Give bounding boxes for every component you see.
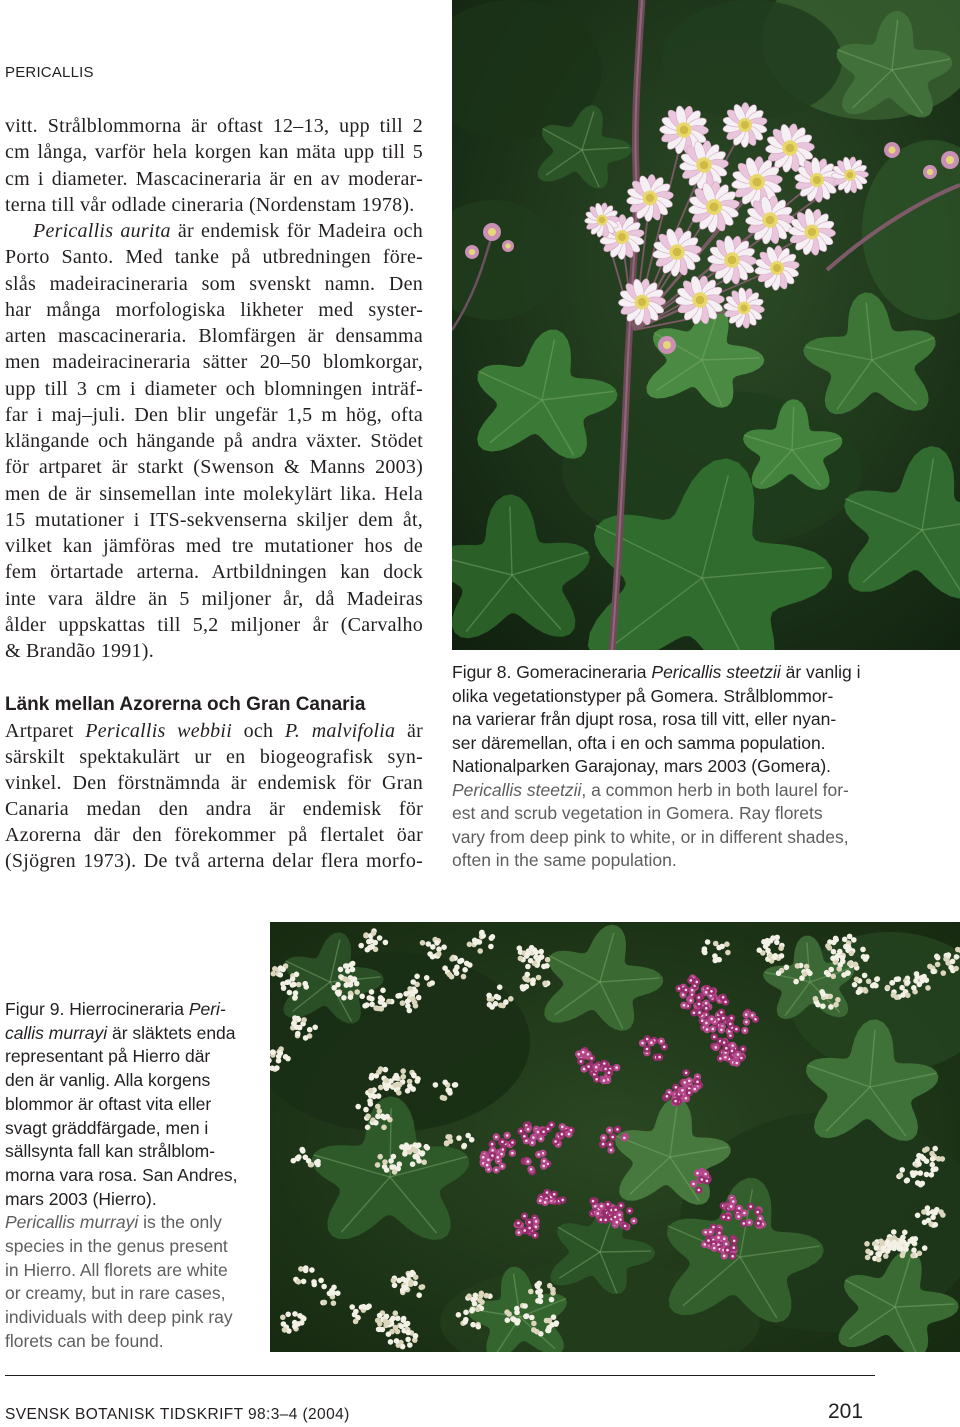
text-line: or creamy, but in rare cases, bbox=[5, 1283, 226, 1304]
text-line: ålder uppskattas till 5,2 miljoner år (Carvalho bbox=[5, 613, 423, 636]
text-line: Porto Santo. Med tanke på utbredningen före- bbox=[5, 246, 423, 269]
text-line: upp till 3 cm i diameter och blomningen inträf- bbox=[5, 377, 423, 400]
text-line bbox=[5, 718, 423, 744]
text-line: svagt gräddfärgade, men i bbox=[5, 1117, 209, 1138]
text-line: sällsynta fall kan strålblom- bbox=[5, 1141, 216, 1162]
footer-rule bbox=[5, 1375, 875, 1376]
text-line: vary from deep pink to white, or in different shades, bbox=[452, 826, 849, 847]
text-line: den är vanlig. Alla korgens bbox=[5, 1070, 211, 1091]
text-run: Figur 9. Hierrocineraria bbox=[5, 999, 189, 1019]
text-line: särskilt spektakulärt ur en biogeografisk syn- bbox=[5, 746, 423, 768]
text-line bbox=[5, 1022, 237, 1046]
text-run: är endemisk för Madeira och bbox=[170, 220, 423, 242]
text-line bbox=[5, 998, 237, 1022]
text-line bbox=[452, 779, 861, 803]
text-line: vinkel. Den förstnämnda är endemisk för Gran bbox=[5, 772, 423, 794]
footer-journal-title: SVENSK BOTANISK TIDSKRIFT 98:3–4 (2004) bbox=[5, 1406, 350, 1423]
figure-8-caption bbox=[452, 661, 861, 873]
text-line: Nationalparken Garajonay, mars 2003 (Gomera). bbox=[452, 756, 832, 776]
text-line: & Brandão 1991). bbox=[5, 640, 154, 662]
figure-9-caption bbox=[5, 998, 237, 1354]
text-line: in Hierro. All florets are white bbox=[5, 1259, 228, 1280]
text-run: , a common herb in both laurel for- bbox=[581, 779, 849, 800]
caption-english bbox=[5, 1211, 237, 1353]
text-line: est and scrub vegetation in Gomera. Ray florets bbox=[452, 803, 823, 823]
text-run: Figur 8. Gomeracineraria bbox=[452, 662, 652, 682]
text-line: ser däremellan, ofta i en och samma population. bbox=[452, 732, 826, 753]
figure-8-image bbox=[452, 0, 960, 650]
text-line: har många morfologiska likheter med syster- bbox=[5, 298, 423, 321]
text-line: inte vara äldre än 5 miljoner år, då Madeiras bbox=[5, 587, 423, 610]
text-line: florets can be found. bbox=[5, 1330, 164, 1351]
text-line: arten mascacineraria. Blomfärgen är densamma bbox=[5, 325, 423, 347]
text-line: 15 mutationer i ITS-sekvenserna skiljer dem åt, bbox=[5, 508, 423, 531]
text-line: morna vara rosa. San Andres, bbox=[5, 1164, 238, 1185]
text-line: vitt. Strålblommorna är oftast 12–13, upp till 2 bbox=[5, 115, 423, 137]
italic-species-name: callis murrayi bbox=[5, 1022, 108, 1043]
running-head: PERICALLIS bbox=[5, 64, 94, 81]
text-line: olika vegetationstyper på Gomera. Strålblommor- bbox=[452, 685, 834, 706]
figure-8-photo bbox=[452, 0, 960, 650]
body-text-column bbox=[5, 113, 423, 664]
text-line: far i maj–juli. Den blir ungefär 1,5 m hög, ofta bbox=[5, 403, 423, 426]
text-line: cm i diameter. Mascacineraria är en av moderar- bbox=[5, 167, 423, 190]
text-run: Artparet bbox=[5, 720, 86, 742]
text-line bbox=[5, 218, 423, 244]
italic-species-name: Pericallis steetzii bbox=[651, 662, 781, 682]
italic-species-name: Pericallis steetzii bbox=[452, 779, 582, 800]
text-line: för artparet är starkt (Swenson & Manns 2003) bbox=[5, 456, 423, 479]
text-line: cm långa, varför hela korgen kan mäta upp till 5 bbox=[5, 141, 423, 164]
text-run: is the only bbox=[138, 1212, 222, 1233]
italic-species-name: P. malvifolia bbox=[284, 720, 396, 742]
paragraph bbox=[5, 113, 423, 218]
figure-9-image bbox=[270, 922, 960, 1352]
text-line: Canaria medan den andra är endemisk för bbox=[5, 798, 423, 820]
italic-species-name: Pericallis webbii bbox=[85, 720, 233, 742]
text-line: men de är sinsemellan inte molekylärt lika. Hela bbox=[5, 482, 423, 505]
text-run: är släktets enda bbox=[107, 1022, 236, 1043]
text-line bbox=[5, 1211, 237, 1235]
page-number: 201 bbox=[828, 1400, 864, 1423]
caption-swedish bbox=[5, 998, 237, 1211]
italic-species-name: Peri- bbox=[188, 999, 226, 1019]
text-line: species in the genus present bbox=[5, 1236, 228, 1257]
text-line: fem örtartade arterna. Artbildningen kan dock bbox=[5, 561, 423, 584]
text-run: är vanlig i bbox=[780, 662, 861, 682]
text-run: och bbox=[232, 720, 285, 742]
text-line: na varierar från djupt rosa, rosa till vitt, eller nyan- bbox=[452, 709, 837, 729]
italic-species-name: Pericallis aurita bbox=[33, 220, 171, 242]
text-line: individuals with deep pink ray bbox=[5, 1307, 233, 1328]
section-text-column bbox=[5, 718, 423, 874]
caption-english bbox=[452, 779, 861, 873]
text-line: blommor är oftast vita eller bbox=[5, 1093, 212, 1114]
text-run: är bbox=[395, 720, 423, 742]
section-heading: Länk mellan Azorerna och Gran Canaria bbox=[5, 694, 366, 715]
figure-9-photo bbox=[270, 922, 960, 1352]
text-line: Azorerna där den förekommer på flertalet öar bbox=[5, 824, 423, 846]
text-line: (Sjögren 1973). De två arterna delar flera morfo- bbox=[5, 850, 423, 872]
text-line: often in the same population. bbox=[452, 850, 677, 870]
text-line: klängande och hängande på andra växter. Stödet bbox=[5, 430, 423, 452]
text-line: mars 2003 (Hierro). bbox=[5, 1188, 157, 1209]
text-line: men madeiracineraria sätter 20–50 blomkorgar, bbox=[5, 351, 423, 374]
paragraph bbox=[5, 718, 423, 874]
italic-species-name: Pericallis murrayi bbox=[5, 1212, 139, 1233]
text-line: representant på Hierro där bbox=[5, 1046, 211, 1067]
text-line: vilket kan jämföras med tre mutationer hos de bbox=[5, 535, 423, 557]
text-line: terna till vår odlade cineraria (Nordenstam 1978). bbox=[5, 193, 415, 216]
text-line bbox=[452, 661, 861, 685]
text-line: slås madeiracineraria som svenskt namn. Den bbox=[5, 272, 423, 295]
paragraph bbox=[5, 218, 423, 664]
caption-swedish bbox=[452, 661, 861, 779]
